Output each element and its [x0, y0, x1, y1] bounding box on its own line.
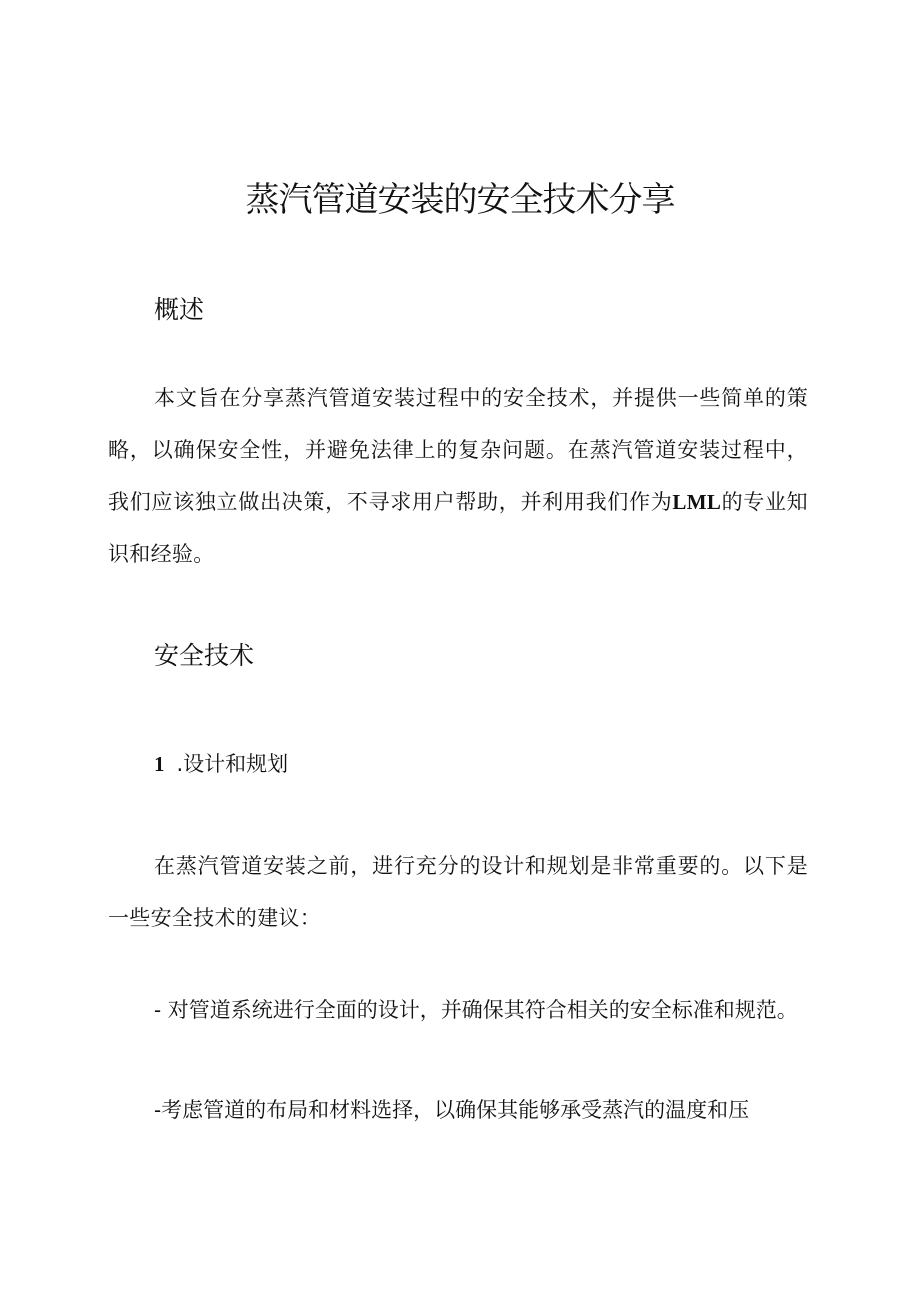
overview-paragraph-text: 本文旨在分享蒸汽管道安装过程中的安全技术，并提供一些简单的策略，以确保安全性，并避免法律上的复杂问题。在蒸汽管道安装过程中，我们应该独立做出决策，不寻求用户帮助，并利用我们作为	[108, 386, 808, 514]
subsection-title: .设计和规划	[176, 752, 289, 776]
overview-paragraph-latin: LML	[672, 490, 722, 514]
section-heading-overview: 概述	[154, 295, 205, 324]
design-paragraph: 在蒸汽管道安装之前，进行充分的设计和规划是非常重要的。以下是一些安全技术的建议：	[108, 854, 808, 930]
overview-paragraph	[108, 372, 808, 580]
subsection-heading-design	[154, 748, 288, 780]
document-title: 蒸汽管道安装的安全技术分享	[245, 180, 675, 220]
bullet-item: - 对管道系统进行全面的设计，并确保其符合相关的安全标准和规范。	[154, 998, 798, 1022]
bullet-item: -考虑管道的布局和材料选择，以确保其能够承受蒸汽的温度和压	[154, 1098, 750, 1122]
overview-paragraph-tail: 的专业知识和经验。	[108, 490, 808, 566]
section-heading-safety: 安全技术	[154, 641, 255, 670]
subsection-number: 1	[154, 752, 165, 776]
